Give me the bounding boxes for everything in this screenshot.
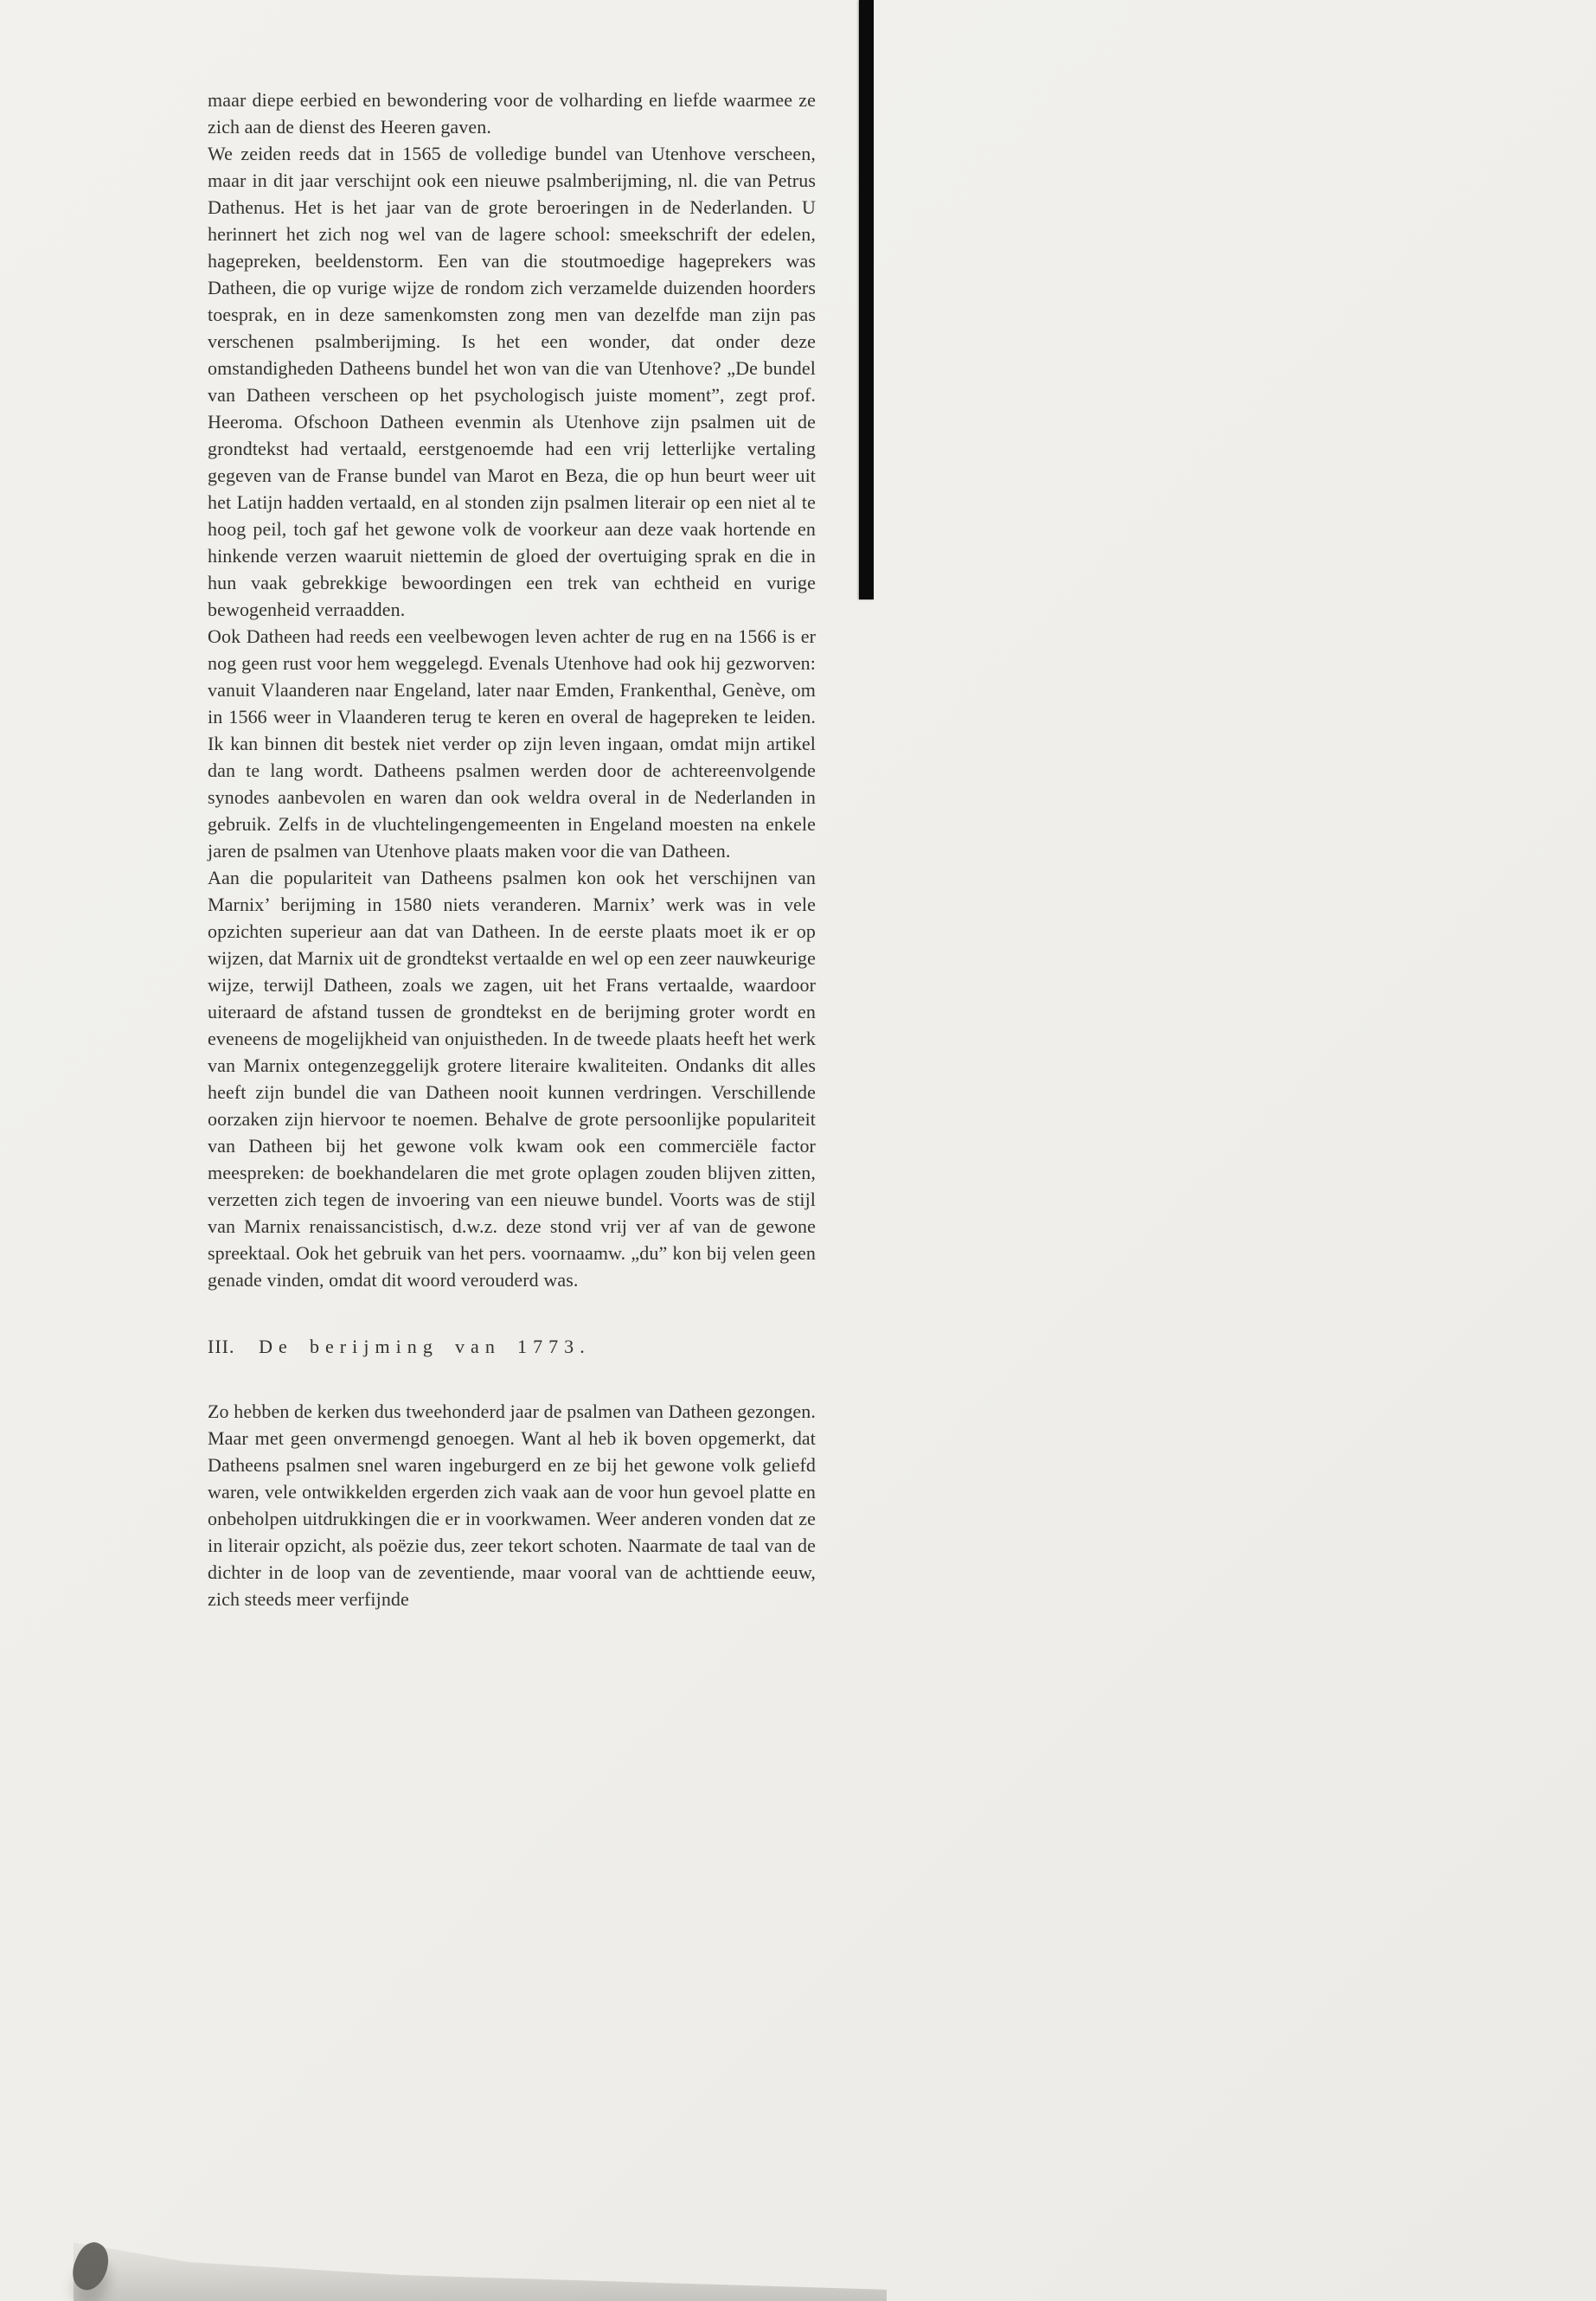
paragraph: We zeiden reeds dat in 1565 de volledige bundel van Utenhove verscheen, maar in dit jaar verschijnt ook een nieuwe psalmberijming, nl. die van Petrus Dathenus. Het is het jaar van de grote beroeringen in de Nederlanden. U herinnert het zich nog wel van de lagere school: smeekschrift der edelen, hagepreken, beeldenstorm. Een van die stoutmoedige hageprekers was Datheen, die op vurige wijze de rondom zich verzamelde duizenden hoorders toesprak, en in deze samenkomsten zong men van dezelfde man zijn pas verschenen psalmberijming. Is het een wonder, dat onder deze omstandigheden Datheens bundel het won van die van Utenhove? „De bundel van Datheen verscheen op het psychologisch juiste moment”, zegt prof. Heeroma. Ofschoon Datheen evenmin als Utenhove zijn psalmen uit de grondtekst had vertaald, eerstgenoemde had een vrij letterlijke vertaling gegeven van de Franse bundel van Marot en Beza, die op hun beurt weer uit het Latijn hadden vertaald, en al stonden zijn psalmen literair op een niet al te hoog peil, toch gaf het gewone volk de voorkeur aan deze vaak hortende en hinkende verzen waaruit niettemin de gloed der overtuiging sprak en die in hun vaak gebrekkige bewoordingen een trek van echtheid en vurige bewogenheid verraadden. (208, 143, 816, 620)
paragraph: Zo hebben de kerken dus tweehonderd jaar de psalmen van Datheen gezongen. Maar met geen onvermengd genoegen. Want al heb ik boven opgemerkt, dat Datheens psalmen snel waren ingeburgerd en ze bij het gewone volk geliefd waren, vele ontwikkelden ergerden zich vaak aan de voor hun gevoel platte en onbeholpen uitdrukkingen die er in voorkwamen. Weer anderen vonden dat ze in literair opzicht, als poëzie dus, zeer tekort schoten. Naarmate de taal van de dichter in de loop van de zeventiende, maar vooral van de achttiende eeuw, zich steeds meer verfijnde (208, 1400, 816, 1610)
section-heading-title: De berijming van 1773. (259, 1336, 591, 1357)
paragraph: Ook Datheen had reeds een veelbewogen leven achter de rug en na 1566 is er nog geen rust voor hem weggelegd. Evenals Utenhove had ook hij gezworven: vanuit Vlaanderen naar Engeland, later naar Emden, Frankenthal, Genève, om in 1566 weer in Vlaanderen terug te keren en overal de hagepreken te leiden. Ik kan binnen dit bestek niet verder op zijn leven ingaan, omdat mijn artikel dan te lang wordt. Datheens psalmen werden door de achtereenvolgende synodes aanbevolen en waren dan ook weldra overal in de Nederlanden in gebruik. Zelfs in de vluchtelingengemeenten in Engeland moesten na enkele jaren de psalmen van Utenhove plaats maken voor die van Datheen. (208, 625, 816, 862)
page-text-block (208, 87, 816, 1612)
section-heading (208, 1333, 816, 1360)
scan-artifact-bottom-shade (74, 2220, 887, 2301)
paragraph: Aan die populariteit van Datheens psalmen kon ook het verschijnen van Marnix’ berijming in 1580 niets veranderen. Marnix’ werk was in vele opzichten superieur aan dat van Datheen. In de eerste plaats moet ik er op wijzen, dat Marnix uit de grondtekst vertaalde en wel op een zeer nauwkeurige wijze, terwijl Datheen, zoals we zagen, uit het Frans vertaalde, waardoor uiteraard de afstand tussen de grondtekst en de berijming groter wordt en eveneens de mogelijkheid van onjuistheden. In de tweede plaats heeft het werk van Marnix ontegenzeggelijk grotere literaire kwaliteiten. Ondanks dit alles heeft zijn bundel die van Datheen nooit kunnen verdringen. Verschillende oorzaken zijn hiervoor te noemen. Behalve de grote persoonlijke populariteit van Datheen bij het gewone volk kwam ook een commerciële factor meespreken: de boekhandelaren die met grote oplagen zouden blijven zitten, verzetten zich tegen de invoering van een nieuwe bundel. Voorts was de stijl van Marnix renaissancistisch, d.w.z. deze stond vrij ver af van de gewone spreektaal. Ook het gebruik van het pers. voornaamw. „du” kon bij velen geen genade vinden, omdat dit woord verouderd was. (208, 867, 816, 1291)
paragraph-continuation: maar diepe eerbied en bewondering voor de volharding en liefde waarmee ze zich aan de dienst des Heeren gaven. (208, 89, 816, 138)
section-heading-numeral: III. (208, 1336, 235, 1357)
scan-artifact-black-bar (859, 0, 874, 599)
